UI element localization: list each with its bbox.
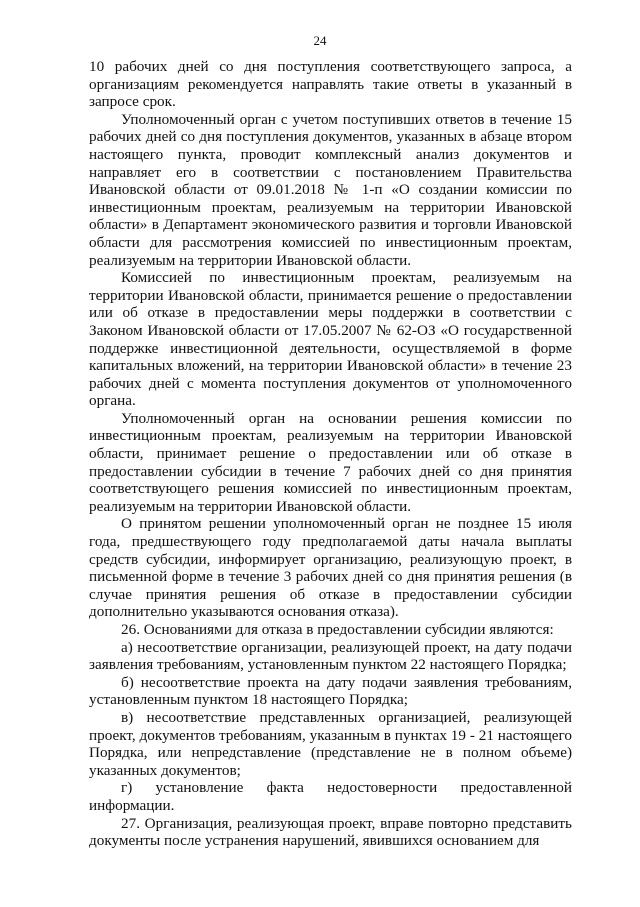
paragraph-continuation: 10 рабочих дней со дня поступления соответствующего запроса, а организациям рекомендуется направлять такие ответы в указанный в запросе срок. <box>89 58 572 111</box>
paragraph-analysis: Уполномоченный орган с учетом поступивших ответов в течение 15 рабочих дней со дня поступления документов, указанных в абзаце втором настоящего пункта, проводит комплексный анализ документов и направляет его в соответствии с постановлением Правительства Ивановской области от 09.01.2018 № 1-п «О создании комиссии по инвестиционным проектам, реализуемым на территории Ивановской области» в Департамент экономического развития и торговли Ивановской области для рассмотрения комиссией по инвестиционным проектам, реализуемым на территории Ивановской области. <box>89 110 572 269</box>
page-number: 24 <box>313 33 327 48</box>
list-item-a: а) несоответствие организации, реализующей проект, на дату подачи заявления требованиям, установленным пунктом 22 настоящего Порядка; <box>89 638 572 674</box>
paragraph-notification: О принятом решении уполномоченный орган не позднее 15 июля года, предшествующего году предполагаемой даты начала выплаты средств субсидии, информирует организацию, реализующую проект, в письменной форме в течение 3 рабочих дней со дня принятия решения (в случае принятия решения об отказе в предоставлении субсидии дополнительно указываются основания отказа). <box>89 515 572 621</box>
paragraph-authority-decision: Уполномоченный орган на основании решения комиссии по инвестиционным проектам, реализуемым на территории Ивановской области, принимает решение о предоставлении или об отказе в предоставлении субсидии в течение 7 рабочих дней со дня принятия соответствующего решения комиссией по инвестиционным проектам, реализуемым на территории Ивановской области. <box>89 409 572 515</box>
list-item-b: б) несоответствие проекта на дату подачи заявления требованиям, установленным пунктом 18 настоящего Порядка; <box>89 673 572 709</box>
paragraph-item-26: 26. Основаниями для отказа в предоставлении субсидии являются: <box>121 621 554 638</box>
paragraph-item-27: 27. Организация, реализующая проект, вправе повторно представить документы после устранения нарушений, явившихся основанием для <box>89 814 572 850</box>
list-item-g: г) установление факта недостоверности предоставленной информации. <box>89 779 572 814</box>
list-item-v: в) несоответствие представленных организацией, реализующей проект, документов требованиям, указанным в пунктах 19 - 21 настоящего Порядка, или непредставление (представление не в полном объеме) указанных документов; <box>89 708 572 779</box>
document-body <box>89 58 572 850</box>
paragraph-commission-decision: Комиссией по инвестиционным проектам, реализуемым на территории Ивановской области, принимается решение о предоставлении или об отказе в предоставлении меры поддержки в соответствии с Законом Ивановской области от 17.05.2007 № 62-ОЗ «О государственной поддержке инвестиционной деятельности, осуществляемой в форме капитальных вложений, на территории Ивановской области» в течение 23 рабочих дней с момента поступления документов от уполномоченного органа. <box>89 269 572 410</box>
